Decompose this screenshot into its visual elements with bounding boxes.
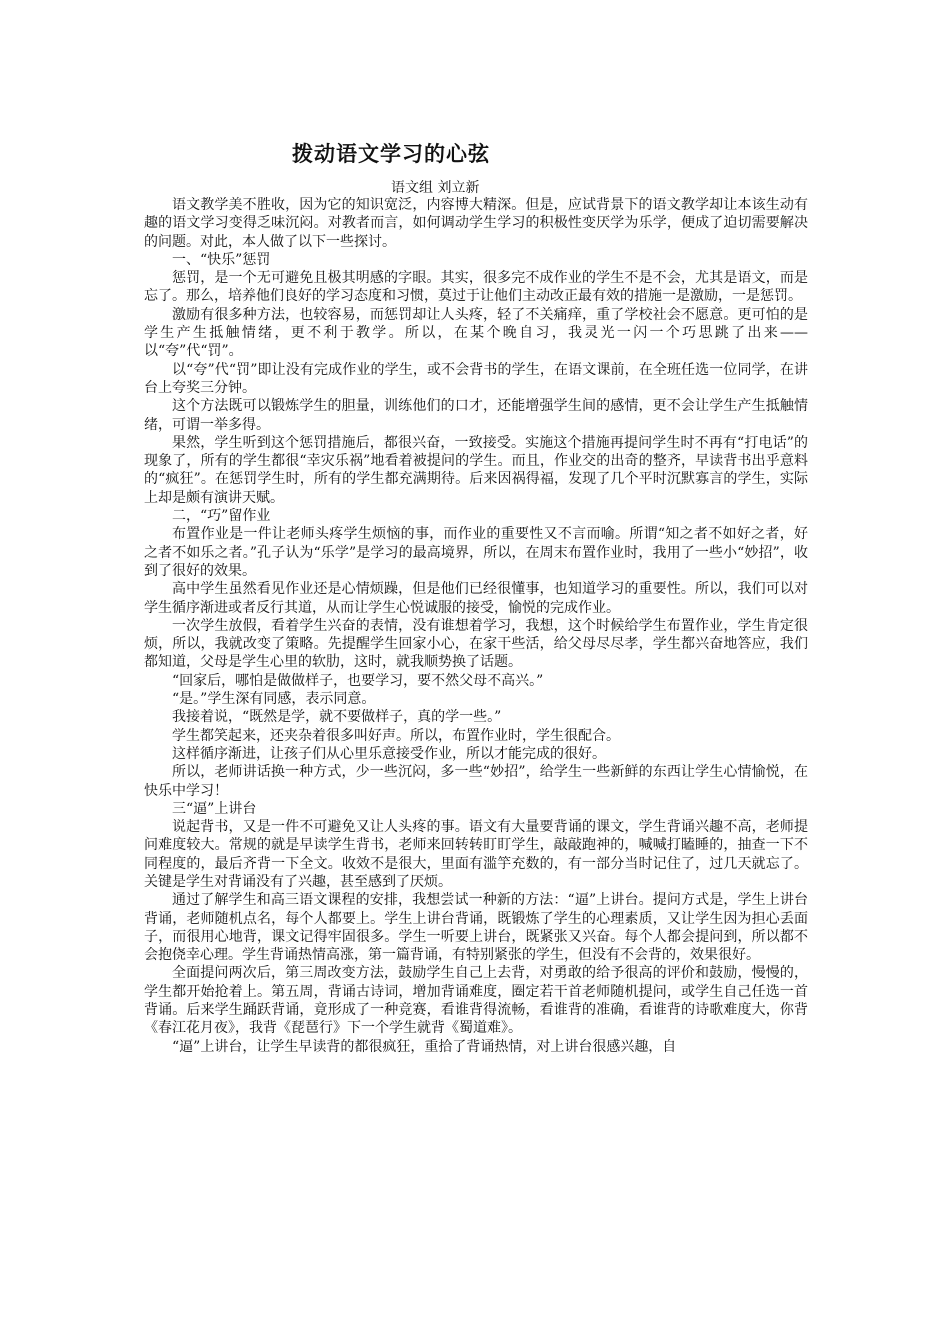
paragraph: 果然，学生听到这个惩罚措施后，都很兴奋，一致接受。实施这个措施再提问学生时不再有“打电话”的现象了，所有的学生都很“幸灾乐祸”地看着被提问的学生。而且，作业交的出奇的整齐，早读背书出乎意料的“疯狂”。在惩罚学生时，所有的学生都充满期待。后来因祸得福，发现了几个平时沉默寡言的学生，实际上却是颇有演讲天赋。 — [144, 434, 808, 506]
paragraph: 以“夸”代“罚”即让没有完成作业的学生，或不会背书的学生，在语文课前，在全班任选一位同学，在讲台上夸奖三分钟。 — [144, 361, 808, 396]
paragraph: “逼”上讲台，让学生早读背的都很疯狂，重拾了背诵热情，对上讲台很感兴趣，自 — [172, 1038, 677, 1055]
document-body — [144, 196, 808, 1056]
paragraph: 布置作业是一件让老师头疼学生烦恼的事，而作业的重要性又不言而喻。所谓“知之者不如好之者，好之者不如乐之者。”孔子认为“乐学”是学习的最高境界，所以，在周末布置作业时，我用了一些小“妙招”，收到了很好的效果。 — [144, 526, 808, 579]
paragraph: 通过了解学生和高三语文课程的安排，我想尝试一种新的方法：“逼”上讲台。提问方式是，学生上讲台背诵，老师随机点名，每个人都要上。学生上讲台背诵，既锻炼了学生的心理素质，又让学生因为担心丢面子，而很用心地背，课文记得牢固很多。学生一听要上讲台，既紧张又兴奋。每个人都会提问到，所以都不会抱侥幸心理。学生背诵热情高涨，第一篇背诵，有特别紧张的学生，但没有不会背的，效果很好。 — [144, 892, 808, 964]
section-heading: 二，“巧”留作业 — [172, 508, 271, 525]
paragraph: 学生都笑起来，还夹杂着很多叫好声。所以，布置作业时，学生很配合。 — [172, 727, 620, 744]
paragraph: 惩罚，是一个无可避免且极其明感的字眼。其实，很多完不成作业的学生不是不会，尤其是语文，而是忘了。那么，培养他们良好的学习态度和习惯，莫过于让他们主动改正最有效的措施一是激励，一是惩罚。 — [144, 270, 808, 305]
section-heading: 三“逼”上讲台 — [172, 800, 257, 817]
document-title: 拨动语文学习的心弦 — [292, 141, 490, 166]
paragraph: 全面提问两次后，第三周改变方法，鼓励学生自己上去背，对勇敢的给予很高的评价和鼓励，慢慢的，学生都开始抢着上。第五周，背诵古诗词，增加背诵难度，圈定若干首老师随机提问，或学生自己任选一首背诵。后来学生踊跃背诵，竟形成了一种竞赛，看谁背得流畅，看谁背的准确，看谁背的诗歌难度大，你背《春江花月夜》，我背《琵琶行》下一个学生就背《蜀道难》。 — [144, 965, 808, 1037]
section-heading: 一、“快乐”惩罚 — [172, 251, 271, 268]
paragraph: 高中学生虽然看见作业还是心情烦躁，但是他们已经很懂事，也知道学习的重要性。所以，我们可以对学生循序渐进或者反行其道，从而让学生心悦诚服的接受，愉悦的完成作业。 — [144, 581, 808, 616]
paragraph: “是。”学生深有同感，表示同意。 — [172, 691, 376, 708]
paragraph: 这个方法既可以锻炼学生的胆量，训练他们的口才，还能增强学生间的感情，更不会让学生产生抵触情绪，可谓一举多得。 — [144, 398, 808, 433]
paragraph: 激励有很多种方法，也较容易，而惩罚却让人头疼，轻了不关痛痒，重了学校社会不愿意。更可怕的是学生产生抵触情绪，更不利于教学。所以，在某个晚自习，我灵光一闪一个巧思跳了出来——以“夸”代“罚”。 — [144, 306, 808, 360]
paragraph: 我接着说，“既然是学，就不要做样子，真的学一些。” — [172, 709, 502, 726]
paragraph: 说起背书，又是一件不可避免又让人头疼的事。语文有大量要背诵的课文，学生背诵兴趣不高，老师提问难度较大。常规的就是早读学生背书，老师来回转转盯盯学生，敲敲跑神的，喊喊打瞌睡的，抽查一下不同程度的，最后齐背一下全文。收效不是很大，里面有滥竽充数的，有一部分当时记住了，过几天就忘了。关键是学生对背诵没有了兴趣，甚至感到了厌烦。 — [144, 819, 808, 890]
document-author: 语文组 刘立新 — [391, 180, 480, 196]
paragraph: “回家后，哪怕是做做样子，也要学习，要不然父母不高兴。” — [172, 672, 544, 689]
paragraph: 语文教学美不胜收，因为它的知识宽泛，内容博大精深。但是，应试背景下的语文教学却让本该生动有趣的语文学习变得乏味沉闷。对教者而言，如何调动学生学习的积极性变厌学为乐学，便成了迫切需要解决的问题。对此，本人做了以下一些探讨。 — [144, 197, 808, 250]
paragraph: 所以，老师讲话换一种方式，少一些沉闷，多一些“妙招”，给学生一些新鲜的东西让学生心情愉悦，在快乐中学习！ — [144, 764, 808, 799]
paragraph: 这样循序渐进，让孩子们从心里乐意接受作业，所以才能完成的很好。 — [172, 745, 606, 762]
paragraph: 一次学生放假，看着学生兴奋的表情，没有谁想着学习，我想，这个时候给学生布置作业，学生肯定很烦，所以，我就改变了策略。先提醒学生回家小心，在家干些活，给父母尽尽孝，学生都兴奋地答应，我们都知道，父母是学生心里的软肋，这时，就我顺势换了话题。 — [144, 617, 808, 671]
